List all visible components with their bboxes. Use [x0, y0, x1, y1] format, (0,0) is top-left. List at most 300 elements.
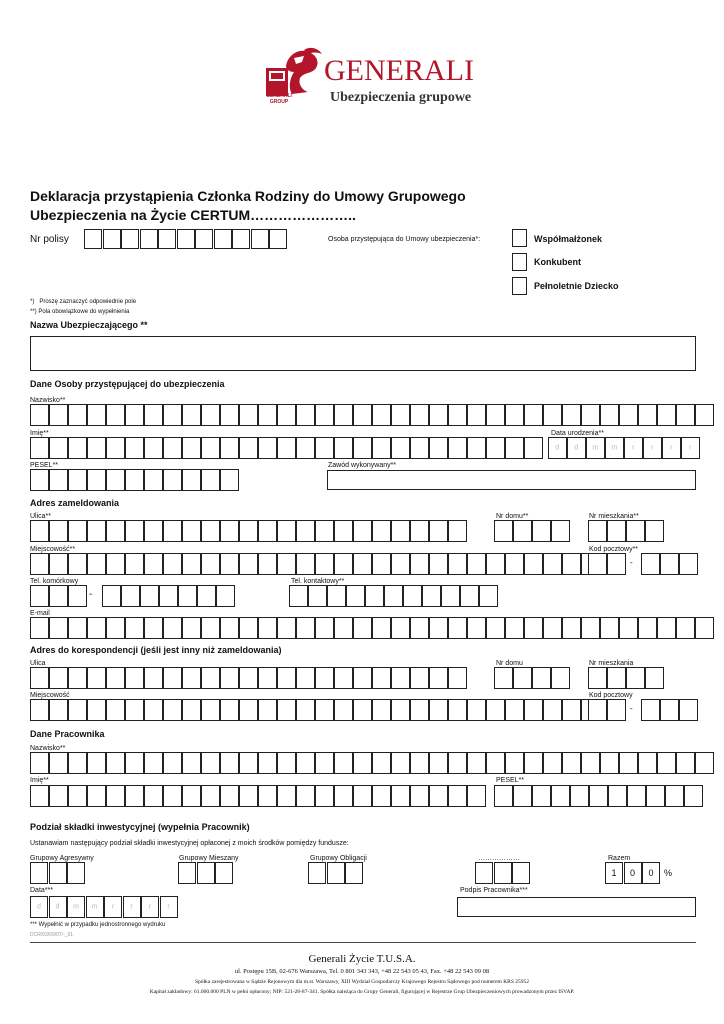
city-input-cell[interactable]	[239, 553, 258, 575]
street-input-cell[interactable]	[277, 520, 296, 542]
city-input-cell[interactable]	[429, 553, 448, 575]
city-input-cell[interactable]	[543, 553, 562, 575]
birth-date-input-cell[interactable]	[681, 437, 700, 459]
birth-date-input-cell[interactable]	[662, 437, 681, 459]
corr-city-input-cell[interactable]	[524, 699, 543, 721]
street-input[interactable]	[30, 520, 467, 542]
corr-street-input-cell[interactable]	[201, 667, 220, 689]
employee-firstname-input-cell[interactable]	[106, 785, 125, 807]
corr-city-input-cell[interactable]	[486, 699, 505, 721]
signature-date-input-cell[interactable]	[67, 896, 85, 918]
employee-firstname-input-cell[interactable]	[277, 785, 296, 807]
employee-firstname-input-cell[interactable]	[125, 785, 144, 807]
corr-flat-no-input-cell[interactable]	[607, 667, 626, 689]
corr-city-input-cell[interactable]	[296, 699, 315, 721]
person-surname-input-cell[interactable]	[296, 404, 315, 426]
signature-date-input-cell[interactable]	[86, 896, 104, 918]
fund-mixed-input-cell[interactable]	[197, 862, 215, 884]
employee-firstname-input[interactable]	[30, 785, 486, 807]
employee-surname-input-cell[interactable]	[163, 752, 182, 774]
person-firstname-input-cell[interactable]	[410, 437, 429, 459]
employee-pesel-input-cell[interactable]	[551, 785, 570, 807]
fund-bonds-input[interactable]	[308, 862, 364, 884]
person-surname-input-cell[interactable]	[182, 404, 201, 426]
city-input-cell[interactable]	[277, 553, 296, 575]
person-surname-input-cell[interactable]	[68, 404, 87, 426]
corr-house-no-input-cell[interactable]	[513, 667, 532, 689]
street-input-cell[interactable]	[353, 520, 372, 542]
corr-street-input-cell[interactable]	[239, 667, 258, 689]
street-input-cell[interactable]	[182, 520, 201, 542]
city-input[interactable]	[30, 553, 600, 575]
corr-postal-code-part2-input-cell[interactable]	[641, 699, 660, 721]
employee-surname-input-cell[interactable]	[201, 752, 220, 774]
person-firstname-input-cell[interactable]	[391, 437, 410, 459]
email-input-cell[interactable]	[657, 617, 676, 639]
birth-date-input-cell[interactable]	[548, 437, 567, 459]
fund-bonds-input-cell[interactable]	[345, 862, 363, 884]
corr-street-input-cell[interactable]	[144, 667, 163, 689]
policy-number-input-cell[interactable]	[84, 229, 102, 249]
corr-city-input-cell[interactable]	[391, 699, 410, 721]
email-input-cell[interactable]	[581, 617, 600, 639]
street-input-cell[interactable]	[87, 520, 106, 542]
street-input-cell[interactable]	[258, 520, 277, 542]
birth-date-input-cell[interactable]	[586, 437, 605, 459]
fund-other-input-cell[interactable]	[475, 862, 493, 884]
policy-number-input-cell[interactable]	[158, 229, 176, 249]
city-input-cell[interactable]	[258, 553, 277, 575]
person-surname-input-cell[interactable]	[258, 404, 277, 426]
corr-house-no-input-cell[interactable]	[551, 667, 570, 689]
employee-firstname-input-cell[interactable]	[144, 785, 163, 807]
person-pesel-input-cell[interactable]	[125, 469, 144, 491]
flat-no-input-cell[interactable]	[645, 520, 664, 542]
employee-surname-input-cell[interactable]	[334, 752, 353, 774]
employee-firstname-input-cell[interactable]	[30, 785, 49, 807]
person-firstname-input-cell[interactable]	[315, 437, 334, 459]
person-surname-input-cell[interactable]	[657, 404, 676, 426]
person-firstname-input-cell[interactable]	[87, 437, 106, 459]
street-input-cell[interactable]	[334, 520, 353, 542]
corr-city-input[interactable]	[30, 699, 600, 721]
house-no-input-cell[interactable]	[513, 520, 532, 542]
email-input-cell[interactable]	[429, 617, 448, 639]
signature-date-input-cell[interactable]	[30, 896, 48, 918]
employee-surname-input-cell[interactable]	[410, 752, 429, 774]
person-surname-input-cell[interactable]	[505, 404, 524, 426]
fund-bonds-input-cell[interactable]	[308, 862, 326, 884]
signature-date-input-cell[interactable]	[104, 896, 122, 918]
birth-date-input-cell[interactable]	[624, 437, 643, 459]
employee-firstname-input-cell[interactable]	[239, 785, 258, 807]
signature-date-input-cell[interactable]	[123, 896, 141, 918]
email-input[interactable]	[30, 617, 714, 639]
corr-city-input-cell[interactable]	[106, 699, 125, 721]
employee-surname-input-cell[interactable]	[182, 752, 201, 774]
person-surname-input-cell[interactable]	[353, 404, 372, 426]
postal-code-part2-input-cell[interactable]	[641, 553, 660, 575]
person-surname-input-cell[interactable]	[638, 404, 657, 426]
corr-street-input-cell[interactable]	[410, 667, 429, 689]
person-firstname-input-cell[interactable]	[448, 437, 467, 459]
person-surname-input-cell[interactable]	[315, 404, 334, 426]
postal-code-part2-input-cell[interactable]	[679, 553, 698, 575]
person-pesel-input-cell[interactable]	[87, 469, 106, 491]
person-firstname-input-cell[interactable]	[334, 437, 353, 459]
employee-surname-input-cell[interactable]	[315, 752, 334, 774]
corr-city-input-cell[interactable]	[372, 699, 391, 721]
corr-city-input-cell[interactable]	[258, 699, 277, 721]
person-surname-input-cell[interactable]	[543, 404, 562, 426]
employee-surname-input-cell[interactable]	[49, 752, 68, 774]
street-input-cell[interactable]	[372, 520, 391, 542]
policy-number-input-cell[interactable]	[251, 229, 269, 249]
adult-child-checkbox[interactable]	[512, 277, 527, 295]
contact-phone-input-cell[interactable]	[346, 585, 365, 607]
corr-street-input-cell[interactable]	[448, 667, 467, 689]
contact-phone-input-cell[interactable]	[384, 585, 403, 607]
email-input-cell[interactable]	[87, 617, 106, 639]
person-firstname-input-cell[interactable]	[353, 437, 372, 459]
corr-street-input-cell[interactable]	[277, 667, 296, 689]
person-surname-input-cell[interactable]	[619, 404, 638, 426]
city-input-cell[interactable]	[467, 553, 486, 575]
email-input-cell[interactable]	[543, 617, 562, 639]
street-input-cell[interactable]	[410, 520, 429, 542]
mobile-prefix-input-cell[interactable]	[68, 585, 87, 607]
employee-surname-input-cell[interactable]	[353, 752, 372, 774]
employee-firstname-input-cell[interactable]	[467, 785, 486, 807]
city-input-cell[interactable]	[87, 553, 106, 575]
corr-postal-code-part2-input-cell[interactable]	[679, 699, 698, 721]
corr-city-input-cell[interactable]	[315, 699, 334, 721]
corr-city-input-cell[interactable]	[163, 699, 182, 721]
person-pesel-input[interactable]	[30, 469, 239, 491]
email-input-cell[interactable]	[353, 617, 372, 639]
city-input-cell[interactable]	[524, 553, 543, 575]
corr-city-input-cell[interactable]	[68, 699, 87, 721]
person-pesel-input-cell[interactable]	[182, 469, 201, 491]
corr-city-input-cell[interactable]	[410, 699, 429, 721]
corr-street-input-cell[interactable]	[391, 667, 410, 689]
mobile-number-input-cell[interactable]	[216, 585, 235, 607]
person-pesel-input-cell[interactable]	[220, 469, 239, 491]
person-surname-input[interactable]	[30, 404, 714, 426]
policy-number-input-cell[interactable]	[232, 229, 250, 249]
postal-code-part1-input-cell[interactable]	[588, 553, 607, 575]
corr-street-input-cell[interactable]	[163, 667, 182, 689]
corr-street-input-cell[interactable]	[296, 667, 315, 689]
email-input-cell[interactable]	[239, 617, 258, 639]
fund-other-input[interactable]	[475, 862, 531, 884]
corr-street-input-cell[interactable]	[49, 667, 68, 689]
birth-date-input[interactable]	[548, 437, 700, 459]
street-input-cell[interactable]	[68, 520, 87, 542]
corr-street-input-cell[interactable]	[315, 667, 334, 689]
street-input-cell[interactable]	[125, 520, 144, 542]
employee-surname-input-cell[interactable]	[448, 752, 467, 774]
flat-no-input-cell[interactable]	[588, 520, 607, 542]
person-firstname-input-cell[interactable]	[144, 437, 163, 459]
employee-surname-input-cell[interactable]	[543, 752, 562, 774]
person-surname-input-cell[interactable]	[30, 404, 49, 426]
street-input-cell[interactable]	[30, 520, 49, 542]
corr-city-input-cell[interactable]	[182, 699, 201, 721]
house-no-input[interactable]	[494, 520, 570, 542]
email-input-cell[interactable]	[638, 617, 657, 639]
email-input-cell[interactable]	[220, 617, 239, 639]
fund-aggressive-input[interactable]	[30, 862, 86, 884]
city-input-cell[interactable]	[410, 553, 429, 575]
email-input-cell[interactable]	[448, 617, 467, 639]
city-input-cell[interactable]	[372, 553, 391, 575]
corr-street-input-cell[interactable]	[258, 667, 277, 689]
person-firstname-input[interactable]	[30, 437, 543, 459]
employee-firstname-input-cell[interactable]	[201, 785, 220, 807]
house-no-input-cell[interactable]	[494, 520, 513, 542]
email-input-cell[interactable]	[296, 617, 315, 639]
person-surname-input-cell[interactable]	[220, 404, 239, 426]
corr-street-input-cell[interactable]	[30, 667, 49, 689]
corr-street-input-cell[interactable]	[220, 667, 239, 689]
contact-phone-input-cell[interactable]	[460, 585, 479, 607]
corr-house-no-input-cell[interactable]	[494, 667, 513, 689]
corr-postal-code-part1-input[interactable]	[588, 699, 626, 721]
person-pesel-input-cell[interactable]	[68, 469, 87, 491]
mobile-number-input-cell[interactable]	[140, 585, 159, 607]
policy-number-input-cell[interactable]	[269, 229, 287, 249]
person-firstname-input-cell[interactable]	[68, 437, 87, 459]
mobile-prefix-input-cell[interactable]	[30, 585, 49, 607]
city-input-cell[interactable]	[505, 553, 524, 575]
employee-pesel-input-cell[interactable]	[684, 785, 703, 807]
city-input-cell[interactable]	[315, 553, 334, 575]
corr-house-no-input[interactable]	[494, 667, 570, 689]
corr-city-input-cell[interactable]	[429, 699, 448, 721]
email-input-cell[interactable]	[467, 617, 486, 639]
employee-firstname-input-cell[interactable]	[334, 785, 353, 807]
employee-firstname-input-cell[interactable]	[49, 785, 68, 807]
mobile-number-input[interactable]	[102, 585, 235, 607]
city-input-cell[interactable]	[201, 553, 220, 575]
employee-surname-input-cell[interactable]	[600, 752, 619, 774]
contact-phone-input[interactable]	[289, 585, 498, 607]
person-surname-input-cell[interactable]	[391, 404, 410, 426]
birth-date-input-cell[interactable]	[643, 437, 662, 459]
employee-pesel-input-cell[interactable]	[627, 785, 646, 807]
corr-city-input-cell[interactable]	[448, 699, 467, 721]
house-no-input-cell[interactable]	[532, 520, 551, 542]
mobile-prefix-input-cell[interactable]	[49, 585, 68, 607]
city-input-cell[interactable]	[163, 553, 182, 575]
person-firstname-input-cell[interactable]	[486, 437, 505, 459]
fund-mixed-input[interactable]	[178, 862, 234, 884]
signature-date-input[interactable]	[30, 896, 178, 918]
mobile-number-input-cell[interactable]	[197, 585, 216, 607]
corr-street-input-cell[interactable]	[429, 667, 448, 689]
person-firstname-input-cell[interactable]	[372, 437, 391, 459]
birth-date-input-cell[interactable]	[567, 437, 586, 459]
person-surname-input-cell[interactable]	[695, 404, 714, 426]
email-input-cell[interactable]	[201, 617, 220, 639]
person-firstname-input-cell[interactable]	[125, 437, 144, 459]
employee-pesel-input-cell[interactable]	[608, 785, 627, 807]
person-firstname-input-cell[interactable]	[277, 437, 296, 459]
employee-firstname-input-cell[interactable]	[391, 785, 410, 807]
fund-aggressive-input-cell[interactable]	[30, 862, 48, 884]
employee-pesel-input[interactable]	[494, 785, 703, 807]
email-input-cell[interactable]	[619, 617, 638, 639]
employee-firstname-input-cell[interactable]	[163, 785, 182, 807]
employee-firstname-input-cell[interactable]	[410, 785, 429, 807]
person-firstname-input-cell[interactable]	[467, 437, 486, 459]
contact-phone-input-cell[interactable]	[441, 585, 460, 607]
person-pesel-input-cell[interactable]	[163, 469, 182, 491]
mobile-number-input-cell[interactable]	[121, 585, 140, 607]
employee-pesel-input-cell[interactable]	[589, 785, 608, 807]
email-input-cell[interactable]	[334, 617, 353, 639]
person-surname-input-cell[interactable]	[410, 404, 429, 426]
corr-street-input-cell[interactable]	[182, 667, 201, 689]
street-input-cell[interactable]	[239, 520, 258, 542]
contact-phone-input-cell[interactable]	[365, 585, 384, 607]
employee-firstname-input-cell[interactable]	[429, 785, 448, 807]
corr-city-input-cell[interactable]	[30, 699, 49, 721]
email-input-cell[interactable]	[391, 617, 410, 639]
employee-firstname-input-cell[interactable]	[315, 785, 334, 807]
corr-city-input-cell[interactable]	[125, 699, 144, 721]
corr-postal-code-part2-input-cell[interactable]	[660, 699, 679, 721]
person-firstname-input-cell[interactable]	[201, 437, 220, 459]
birth-date-input-cell[interactable]	[605, 437, 624, 459]
employee-pesel-input-cell[interactable]	[665, 785, 684, 807]
employee-firstname-input-cell[interactable]	[68, 785, 87, 807]
policy-number-input-cell[interactable]	[214, 229, 232, 249]
corr-street-input-cell[interactable]	[106, 667, 125, 689]
city-input-cell[interactable]	[220, 553, 239, 575]
corr-city-input-cell[interactable]	[543, 699, 562, 721]
employee-surname-input-cell[interactable]	[524, 752, 543, 774]
city-input-cell[interactable]	[562, 553, 581, 575]
fund-aggressive-input-cell[interactable]	[67, 862, 85, 884]
email-input-cell[interactable]	[676, 617, 695, 639]
corr-city-input-cell[interactable]	[277, 699, 296, 721]
person-firstname-input-cell[interactable]	[296, 437, 315, 459]
employee-surname-input[interactable]	[30, 752, 714, 774]
city-input-cell[interactable]	[334, 553, 353, 575]
corr-street-input[interactable]	[30, 667, 467, 689]
corr-city-input-cell[interactable]	[562, 699, 581, 721]
person-surname-input-cell[interactable]	[600, 404, 619, 426]
corr-street-input-cell[interactable]	[372, 667, 391, 689]
partner-checkbox[interactable]	[512, 253, 527, 271]
employee-firstname-input-cell[interactable]	[372, 785, 391, 807]
corr-street-input-cell[interactable]	[87, 667, 106, 689]
city-input-cell[interactable]	[182, 553, 201, 575]
employee-surname-input-cell[interactable]	[106, 752, 125, 774]
email-input-cell[interactable]	[49, 617, 68, 639]
person-surname-input-cell[interactable]	[467, 404, 486, 426]
person-surname-input-cell[interactable]	[448, 404, 467, 426]
person-surname-input-cell[interactable]	[87, 404, 106, 426]
employee-surname-input-cell[interactable]	[144, 752, 163, 774]
employee-surname-input-cell[interactable]	[676, 752, 695, 774]
city-input-cell[interactable]	[125, 553, 144, 575]
person-firstname-input-cell[interactable]	[239, 437, 258, 459]
email-input-cell[interactable]	[106, 617, 125, 639]
corr-postal-code-part2-input[interactable]	[641, 699, 698, 721]
city-input-cell[interactable]	[68, 553, 87, 575]
employee-surname-input-cell[interactable]	[505, 752, 524, 774]
employee-surname-input-cell[interactable]	[296, 752, 315, 774]
street-input-cell[interactable]	[163, 520, 182, 542]
city-input-cell[interactable]	[391, 553, 410, 575]
contact-phone-input-cell[interactable]	[422, 585, 441, 607]
employee-surname-input-cell[interactable]	[277, 752, 296, 774]
mobile-prefix-input[interactable]	[30, 585, 87, 607]
employee-pesel-input-cell[interactable]	[532, 785, 551, 807]
policy-number-input-cell[interactable]	[140, 229, 158, 249]
city-input-cell[interactable]	[49, 553, 68, 575]
signature-date-input-cell[interactable]	[141, 896, 159, 918]
person-firstname-input-cell[interactable]	[182, 437, 201, 459]
fund-aggressive-input-cell[interactable]	[49, 862, 67, 884]
person-pesel-input-cell[interactable]	[30, 469, 49, 491]
email-input-cell[interactable]	[125, 617, 144, 639]
email-input-cell[interactable]	[372, 617, 391, 639]
contact-phone-input-cell[interactable]	[327, 585, 346, 607]
person-surname-input-cell[interactable]	[277, 404, 296, 426]
flat-no-input[interactable]	[588, 520, 664, 542]
fund-bonds-input-cell[interactable]	[327, 862, 345, 884]
person-surname-input-cell[interactable]	[486, 404, 505, 426]
flat-no-input-cell[interactable]	[626, 520, 645, 542]
employee-surname-input-cell[interactable]	[619, 752, 638, 774]
fund-mixed-input-cell[interactable]	[215, 862, 233, 884]
email-input-cell[interactable]	[600, 617, 619, 639]
email-input-cell[interactable]	[30, 617, 49, 639]
city-input-cell[interactable]	[30, 553, 49, 575]
email-input-cell[interactable]	[505, 617, 524, 639]
person-surname-input-cell[interactable]	[334, 404, 353, 426]
employee-pesel-input-cell[interactable]	[494, 785, 513, 807]
street-input-cell[interactable]	[144, 520, 163, 542]
corr-city-input-cell[interactable]	[353, 699, 372, 721]
street-input-cell[interactable]	[296, 520, 315, 542]
employee-firstname-input-cell[interactable]	[87, 785, 106, 807]
employee-firstname-input-cell[interactable]	[353, 785, 372, 807]
postal-code-part2-input[interactable]	[641, 553, 698, 575]
email-input-cell[interactable]	[524, 617, 543, 639]
corr-flat-no-input[interactable]	[588, 667, 664, 689]
fund-other-input-cell[interactable]	[512, 862, 530, 884]
street-input-cell[interactable]	[429, 520, 448, 542]
person-surname-input-cell[interactable]	[49, 404, 68, 426]
person-surname-input-cell[interactable]	[144, 404, 163, 426]
person-surname-input-cell[interactable]	[429, 404, 448, 426]
corr-city-input-cell[interactable]	[334, 699, 353, 721]
employee-firstname-input-cell[interactable]	[182, 785, 201, 807]
employee-surname-input-cell[interactable]	[429, 752, 448, 774]
policy-number-input-cell[interactable]	[195, 229, 213, 249]
employee-surname-input-cell[interactable]	[638, 752, 657, 774]
corr-city-input-cell[interactable]	[220, 699, 239, 721]
person-firstname-input-cell[interactable]	[106, 437, 125, 459]
employee-surname-input-cell[interactable]	[220, 752, 239, 774]
person-surname-input-cell[interactable]	[676, 404, 695, 426]
policy-number-input[interactable]	[84, 229, 288, 249]
